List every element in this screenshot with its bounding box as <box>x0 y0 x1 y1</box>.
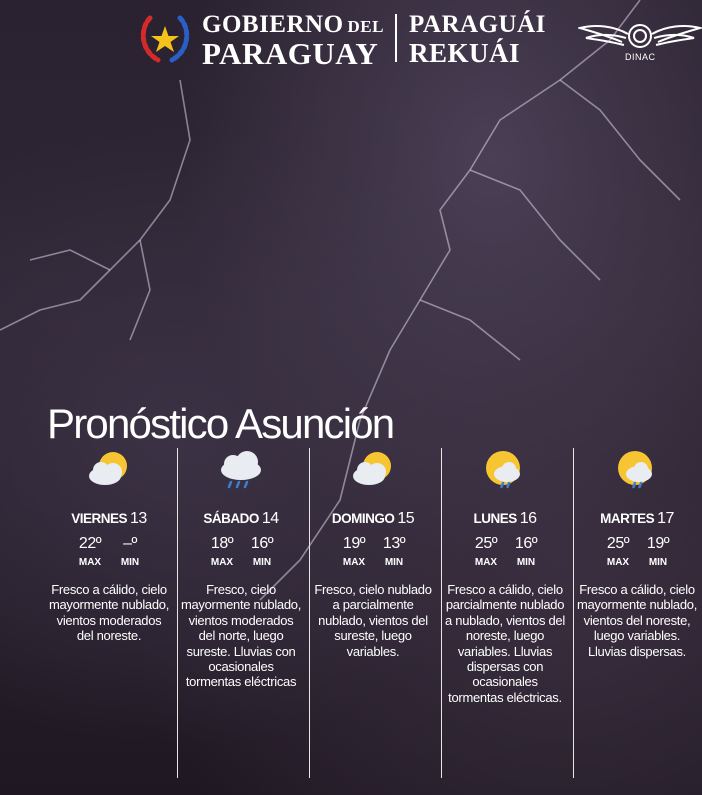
forecast-day <box>312 448 434 778</box>
sun-behind-cloud-icon <box>83 448 135 492</box>
forecast-day <box>48 448 170 778</box>
max-label: MAX <box>342 557 366 568</box>
gobierno-line2: PARAGUAY <box>202 36 379 71</box>
min-temp: –º <box>123 535 137 552</box>
max-temp: 18º <box>210 535 234 552</box>
forecast-day <box>576 448 698 778</box>
day-name: LUNES <box>473 511 517 526</box>
day-heading <box>48 510 170 528</box>
max-temp: 25º <box>606 535 630 552</box>
min-temp: 16º <box>514 535 538 552</box>
day-separator <box>573 448 574 778</box>
max-label: MAX <box>210 557 234 568</box>
max-temp-col <box>334 535 374 568</box>
rekuai-wordmark <box>409 12 546 67</box>
min-temp-col <box>506 535 546 568</box>
max-temp-col <box>466 535 506 568</box>
min-temp-col <box>110 535 150 568</box>
header <box>0 0 702 80</box>
min-label: MIN <box>252 557 272 568</box>
gobierno-del: DEL <box>347 17 384 36</box>
max-temp: 22º <box>78 535 102 552</box>
day-heading <box>576 510 698 528</box>
max-temp-col <box>202 535 242 568</box>
max-label: MAX <box>78 557 102 568</box>
day-date: 17 <box>657 510 674 527</box>
day-separator <box>441 448 442 778</box>
forecast-day <box>180 448 302 778</box>
day-date: 15 <box>397 510 415 527</box>
min-label: MIN <box>648 557 668 568</box>
day-description: Fresco a cálido, cielo parcialmente nublado a nublado, vientos del noreste, luego variables. Lluvias dispersas con ocasionales tormentas eléctricas. <box>445 582 565 705</box>
min-temp: 19º <box>646 535 670 552</box>
dinac-label: DINAC <box>625 52 656 62</box>
rain-cloud-icon <box>215 448 267 492</box>
paraguay-coat-of-arms-icon <box>136 12 194 66</box>
rekuai-line1: PARAGUÁI <box>409 11 546 38</box>
min-label: MIN <box>516 557 536 568</box>
day-date: 13 <box>129 510 147 527</box>
day-date: 16 <box>519 510 537 527</box>
header-divider <box>395 14 397 62</box>
max-temp-col <box>598 535 638 568</box>
gobierno-line1: GOBIERNO <box>202 11 344 38</box>
day-date: 14 <box>261 510 279 527</box>
min-label: MIN <box>384 557 404 568</box>
min-temp-col <box>638 535 678 568</box>
min-label: MIN <box>120 557 140 568</box>
day-name: VIERNES <box>71 511 127 526</box>
max-temp-col <box>70 535 110 568</box>
max-label: MAX <box>474 557 498 568</box>
day-name: SÁBADO <box>203 511 259 526</box>
min-temp: 13º <box>382 535 406 552</box>
forecast-grid <box>44 448 702 778</box>
day-name: MARTES <box>600 511 655 526</box>
day-separator <box>309 448 310 778</box>
page-title: Pronóstico Asunción <box>47 400 394 448</box>
max-temp: 25º <box>474 535 498 552</box>
day-heading <box>180 510 302 528</box>
day-heading <box>444 510 566 528</box>
max-label: MAX <box>606 557 630 568</box>
max-temp: 19º <box>342 535 366 552</box>
min-temp: 16º <box>250 535 274 552</box>
day-heading <box>312 510 434 528</box>
day-separator <box>177 448 178 778</box>
sun-cloud-rain-icon <box>611 448 663 492</box>
min-temp-col <box>242 535 282 568</box>
day-description: Fresco a cálido, cielo mayormente nublado, vientos moderados del noreste. <box>48 582 170 644</box>
day-description: Fresco, cielo nublado a parcialmente nublado, vientos del sureste, luego variables. <box>314 582 432 659</box>
min-temp-col <box>374 535 414 568</box>
day-description: Fresco a cálido, cielo mayormente nublado, vientos del noreste, luego variables. Lluvias dispersas. <box>576 582 698 659</box>
gobierno-wordmark <box>202 12 384 69</box>
forecast-day <box>444 448 566 778</box>
sun-behind-cloud-icon <box>347 448 399 492</box>
rekuai-line2: REKUÁI <box>409 38 521 68</box>
day-description: Fresco, cielo mayormente nublado, vientos moderados del norte, luego sureste. Lluvias con ocasionales tormentas eléctricas <box>180 582 302 690</box>
day-name: DOMINGO <box>331 511 395 526</box>
sun-cloud-rain-icon <box>479 448 531 492</box>
